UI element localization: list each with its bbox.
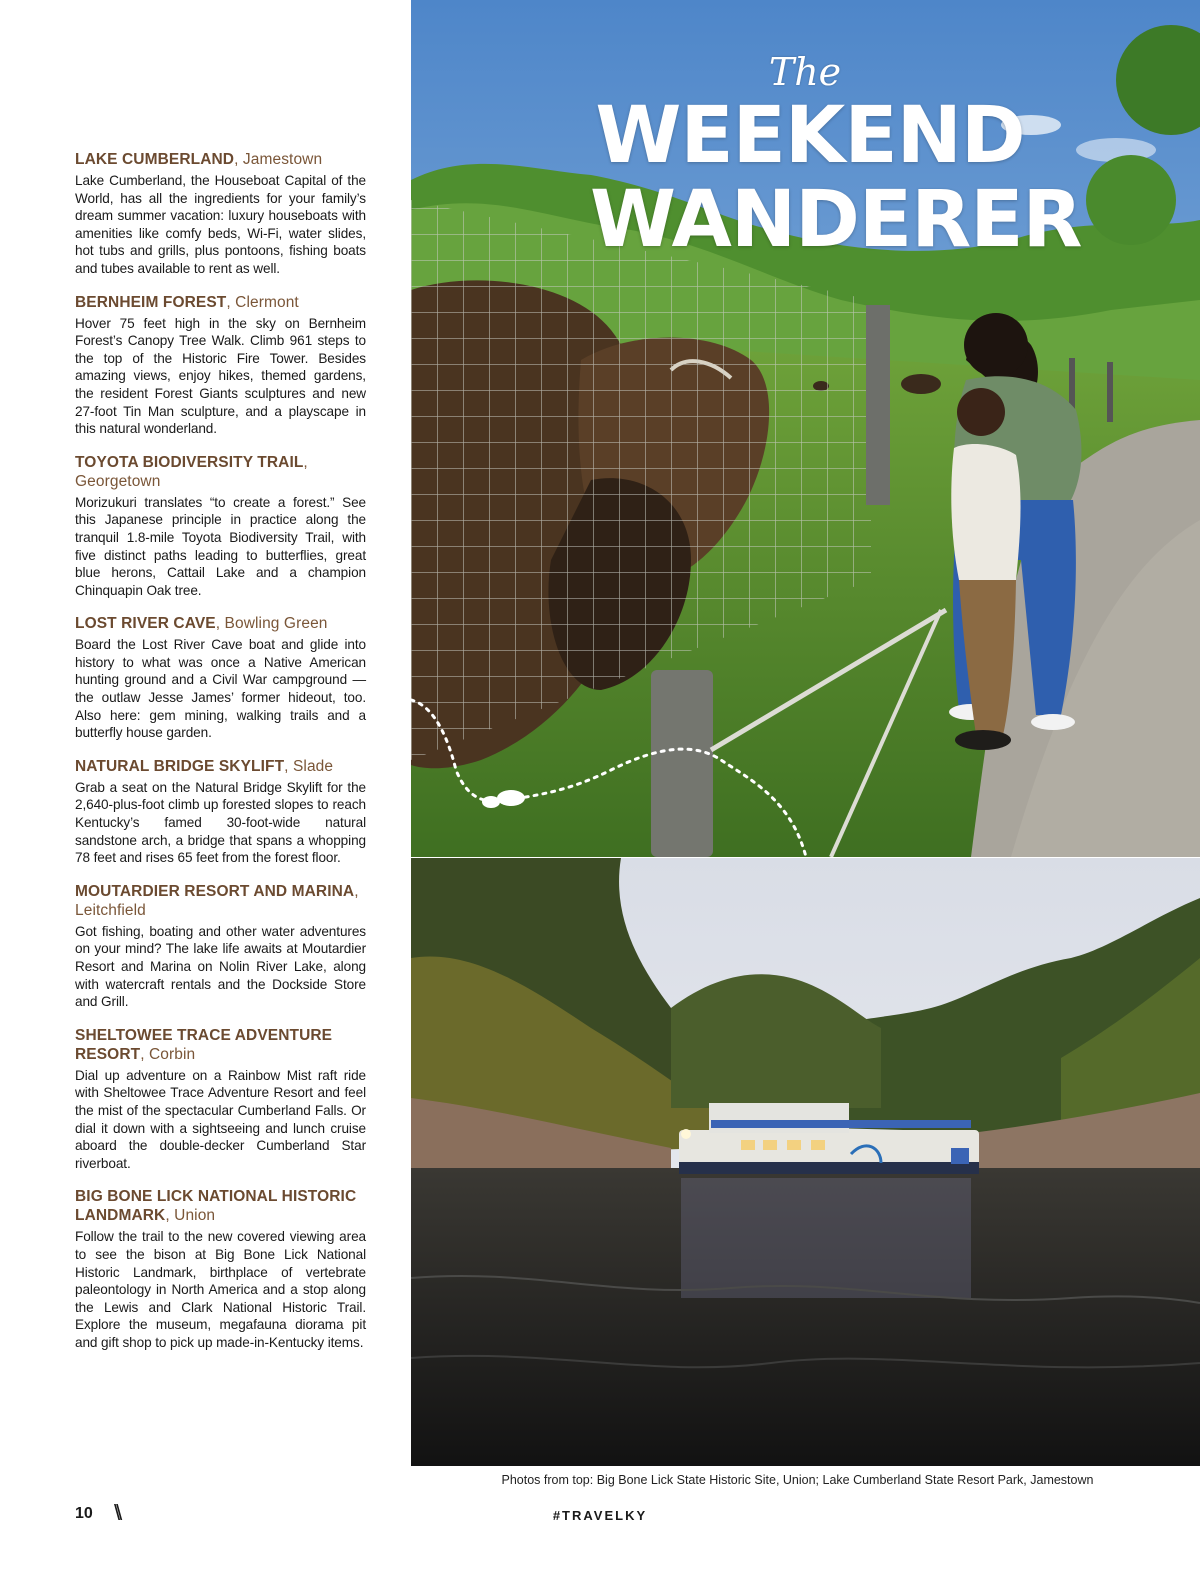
entry-body: Dial up adventure on a Rainbow Mist raft ride with Sheltowee Trace Adventure Resort and feel the mist of the spectacular Cumberland Falls. Or dial it down with a sightseeing and lunch cruise aboard the double-decker Cumberland Star riverboat. bbox=[75, 1067, 366, 1171]
entry-name: SHELTOWEE TRACE ADVENTURE RESORT bbox=[75, 1026, 333, 1063]
entry-bernheim-forest bbox=[75, 293, 366, 438]
folio-separator: \\ bbox=[114, 1500, 119, 1525]
entry-name: TOYOTA BIODIVERSITY TRAIL bbox=[75, 453, 304, 471]
entry-city: , Bowling Green bbox=[215, 615, 328, 633]
entry-name: LOST RIVER CAVE bbox=[75, 615, 216, 633]
entry-city: , Georgetown bbox=[75, 453, 308, 490]
entry-city: , Clermont bbox=[226, 293, 299, 311]
entry-body: Board the Lost River Cave boat and glide into history to what was once a Native American hunting ground and a Civil War campground — the outlaw Jesse James’ former hideout, too. Also here: gem mining, walking trails and a butterfly house garden. bbox=[75, 637, 366, 741]
entry-moutardier-resort bbox=[75, 882, 366, 1011]
entry-toyota-biodiversity-trail bbox=[75, 453, 366, 600]
entry-name: MOUTARDIER RESORT AND MARINA bbox=[75, 882, 355, 900]
entry-name: BIG BONE LICK NATIONAL HISTORIC LANDMARK bbox=[75, 1188, 357, 1225]
entry-heading bbox=[75, 1026, 366, 1064]
entry-heading bbox=[75, 614, 366, 633]
entry-heading bbox=[75, 293, 366, 312]
entry-city: , Slade bbox=[284, 757, 334, 775]
entry-body: Got fishing, boating and other water adventures on your mind? The lake life awaits at Moutardier Resort and Marina on Nolin River Lake, along with watercraft rentals and the Dockside Store and Grill. bbox=[75, 923, 366, 1010]
entry-big-bone-lick bbox=[75, 1187, 366, 1351]
entry-city: , Leitchfield bbox=[75, 882, 359, 919]
entry-city: , Corbin bbox=[140, 1045, 196, 1063]
entry-body: Hover 75 feet high in the sky on Bernheim Forest’s Canopy Tree Walk. Climb 961 steps to the top of the Historic Fire Tower. Besides amazing views, enjoy hikes, themed gardens, the resident Forest Giants sculptures and new 27-foot Tin Man sculpture, and a playscape in this natural wonderland. bbox=[75, 315, 366, 437]
entry-lost-river-cave bbox=[75, 614, 366, 742]
title-line-1: WEEKEND bbox=[595, 91, 1025, 181]
entry-city: , Union bbox=[165, 1207, 216, 1225]
entry-lake-cumberland bbox=[75, 150, 366, 278]
article-column bbox=[75, 150, 366, 1367]
entry-natural-bridge-skylift bbox=[75, 757, 366, 867]
entry-heading bbox=[75, 150, 366, 169]
entry-body: Morizukuri translates “to create a forest.” See this Japanese principle in practice along the tranquil 1.8-mile Toyota Biodiversity Trail, with five distinct paths leading to butterflies, great blue herons, Cattail Lake and a champion Chinquapin Oak tree. bbox=[75, 494, 366, 598]
entry-body: Lake Cumberland, the Houseboat Capital of the World, has all the ingredients for your family’s dream summer vacation: luxury houseboats with amenities like comfy beds, Wi-Fi, water slides, hot tubs and grills, plus pontoons, fishing boats and tubes available to rent as well. bbox=[75, 173, 366, 276]
entry-body: Follow the trail to the new covered viewing area to see the bison at Big Bone Lick National Historic Landmark, birthplace of vertebrate paleontology in North America and a stop along the Lewis and Clark National Historic Trail. Explore the museum, megafauna diorama pit and gift shop to pick up made-in-Kentucky items. bbox=[75, 1229, 366, 1350]
entry-name: NATURAL BRIDGE SKYLIFT bbox=[75, 757, 285, 775]
entry-city: , Jamestown bbox=[234, 151, 323, 168]
footer-hashtag: #TRAVELKY bbox=[552, 1508, 648, 1523]
article-title bbox=[590, 50, 1082, 265]
entry-heading bbox=[75, 1187, 366, 1225]
page-number: 10 bbox=[75, 1505, 93, 1522]
title-line-2: WANDERER bbox=[590, 175, 1082, 265]
photo-houseboat-lake bbox=[411, 858, 1200, 1466]
photo-caption: Photos from top: Big Bone Lick State Historic Site, Union; Lake Cumberland State Resort Park, Jamestown bbox=[501, 1473, 1094, 1487]
entry-name: LAKE CUMBERLAND bbox=[75, 151, 235, 168]
entry-heading bbox=[75, 453, 366, 491]
entry-name: BERNHEIM FOREST bbox=[75, 293, 227, 311]
entry-body: Grab a seat on the Natural Bridge Skylift for the 2,640-plus-foot climb up forested slopes to reach Kentucky’s famed 30-foot-wide natural sandstone arch, a bridge that spans a whopping 78 feet and rises 65 feet from the forest floor. bbox=[75, 779, 366, 866]
entry-heading bbox=[75, 882, 366, 920]
entry-sheltowee-trace bbox=[75, 1026, 366, 1173]
title-the: The bbox=[768, 50, 842, 94]
entry-heading bbox=[75, 757, 366, 776]
